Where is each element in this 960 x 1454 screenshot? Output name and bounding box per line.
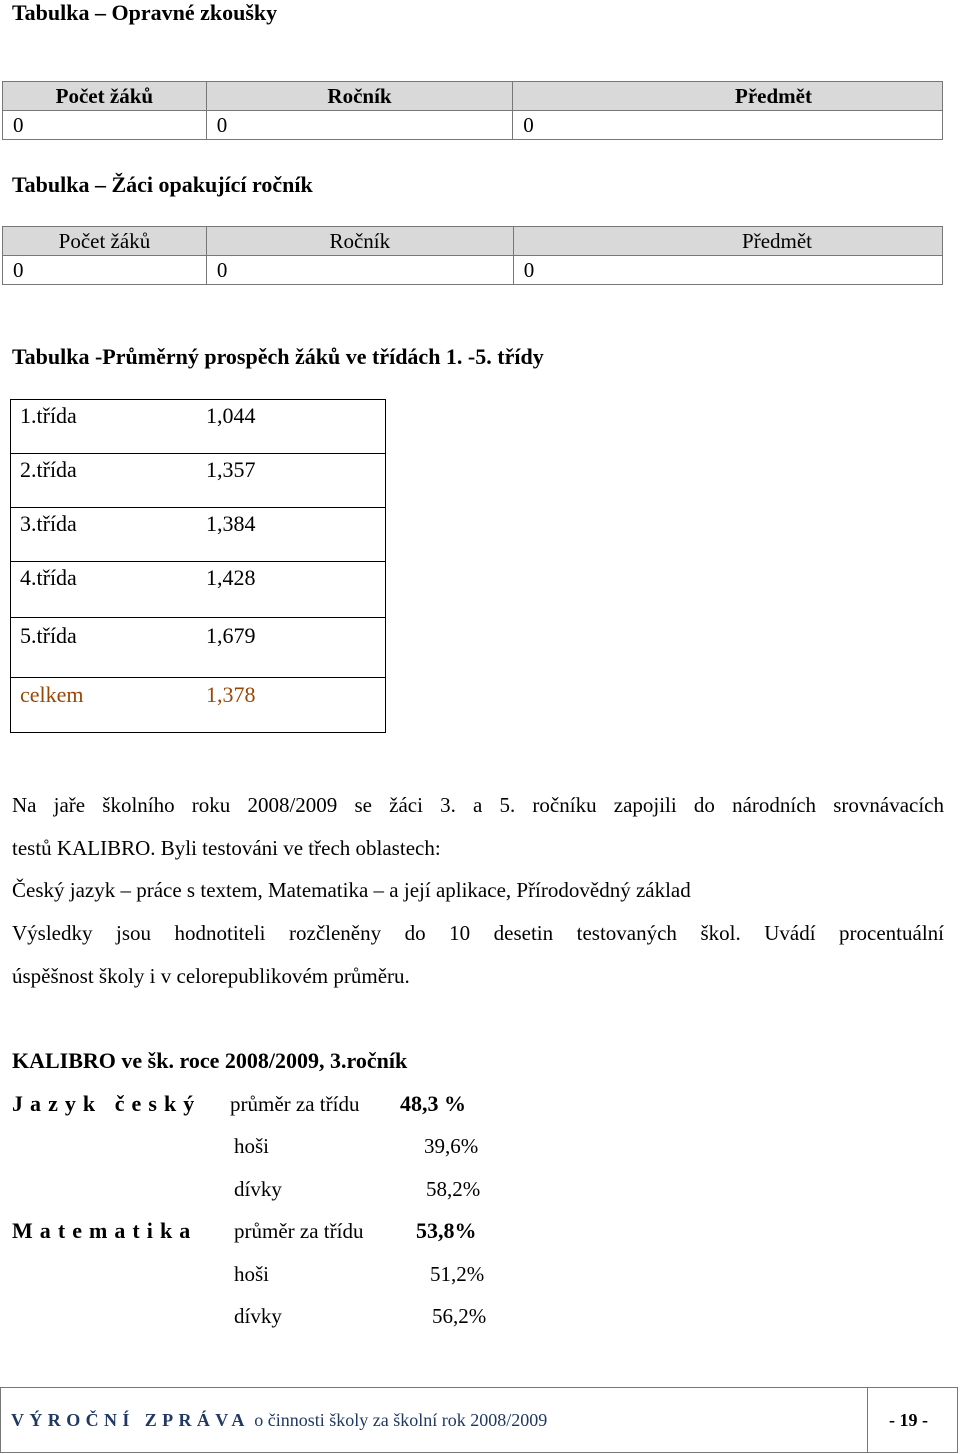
col-header-rocnik: Ročník — [206, 227, 513, 256]
table-row — [3, 111, 943, 140]
paragraph-vysledky-line1: Výsledky jsou hodnotiteli rozčleněny do 10 desetin testovaných škol. Uvádí procentuální — [12, 921, 944, 945]
table-header-row — [3, 227, 943, 256]
girls-value: 58,2% — [426, 1177, 481, 1201]
boys-label: hoši — [234, 1262, 270, 1286]
table-header-row — [3, 82, 943, 111]
page-footer — [0, 1387, 958, 1453]
table-row — [11, 399, 386, 454]
class-label: 2.třída — [20, 457, 77, 482]
footer-title-spaced: VÝROČNÍ ZPRÁVA — [11, 1410, 250, 1430]
col-header-pocet-zaku: Počet žáků — [3, 227, 207, 256]
col-header-pocet-zaku: Počet žáků — [3, 82, 207, 111]
subject-matematika: Matematika — [12, 1218, 198, 1243]
table-prumerny-prospech — [10, 399, 386, 733]
table-cell: 0 — [513, 256, 942, 285]
table-row — [3, 256, 943, 285]
class-label: 1.třída — [20, 403, 77, 428]
class-label: 3.třída — [20, 511, 77, 536]
class-value: 1,044 — [206, 403, 256, 428]
section-title-prumerny-prospech: Tabulka -Průměrný prospěch žáků ve třídách 1. -5. třídy — [12, 344, 544, 369]
class-value: 1,428 — [206, 565, 256, 590]
subject-cesky-jazyk: Jazyk český — [12, 1091, 202, 1116]
girls-label: dívky — [234, 1304, 282, 1328]
total-label: celkem — [20, 682, 84, 707]
paragraph-kalibro-intro-line2: testů KALIBRO. Byli testováni ve třech oblastech: — [12, 836, 441, 860]
col-header-predmet: Předmět — [513, 227, 942, 256]
total-value: 1,378 — [206, 682, 256, 707]
class-value: 1,357 — [206, 457, 256, 482]
class-value: 1,384 — [206, 511, 256, 536]
table-cell: 0 — [206, 256, 513, 285]
table-opravne-zkousky — [2, 81, 943, 140]
table-cell: 0 — [3, 256, 207, 285]
col-header-predmet: Předmět — [513, 82, 943, 111]
avg-value: 48,3 % — [400, 1091, 466, 1116]
class-label: 5.třída — [20, 623, 77, 648]
col-header-rocnik: Ročník — [206, 82, 513, 111]
class-label: 4.třída — [20, 565, 77, 590]
boys-value: 39,6% — [424, 1134, 479, 1158]
table-cell: 0 — [206, 111, 513, 140]
avg-value: 53,8% — [416, 1218, 477, 1243]
girls-value: 56,2% — [432, 1304, 487, 1328]
page-number: - 19 - — [889, 1410, 928, 1430]
paragraph-kalibro-intro-line1: Na jaře školního roku 2008/2009 se žáci 3. a 5. ročníku zapojili do národních srovnávacích — [12, 793, 944, 817]
section-title-opravne-zkousky: Tabulka – Opravné zkoušky — [12, 0, 278, 25]
paragraph-oblasti: Český jazyk – práce s textem, Matematika – a její aplikace, Přírodovědný základ — [12, 878, 691, 902]
footer-title-rest: o činnosti školy za školní rok 2008/2009 — [249, 1410, 548, 1430]
table-row — [11, 617, 386, 678]
table-border — [11, 732, 386, 733]
footer-title — [11, 1410, 547, 1431]
section-title-opakujici-rocnik: Tabulka – Žáci opakující ročník — [12, 172, 313, 197]
table-opakujici-rocnik — [2, 226, 943, 285]
boys-value: 51,2% — [430, 1262, 485, 1286]
table-row — [11, 561, 386, 618]
table-row-total — [11, 677, 386, 734]
table-row — [11, 453, 386, 508]
table-row — [11, 507, 386, 562]
table-cell: 0 — [3, 111, 207, 140]
boys-label: hoši — [234, 1134, 270, 1158]
paragraph-vysledky-line2: úspěšnost školy i v celorepublikovém průměru. — [12, 964, 410, 988]
avg-label: průměr za třídu — [230, 1092, 360, 1116]
table-border — [385, 399, 386, 733]
avg-label: průměr za třídu — [234, 1219, 364, 1243]
class-value: 1,679 — [206, 623, 256, 648]
girls-label: dívky — [234, 1177, 282, 1201]
table-cell: 0 — [513, 111, 943, 140]
footer-divider — [867, 1388, 868, 1452]
kalibro-title: KALIBRO ve šk. roce 2008/2009, 3.ročník — [12, 1048, 408, 1073]
